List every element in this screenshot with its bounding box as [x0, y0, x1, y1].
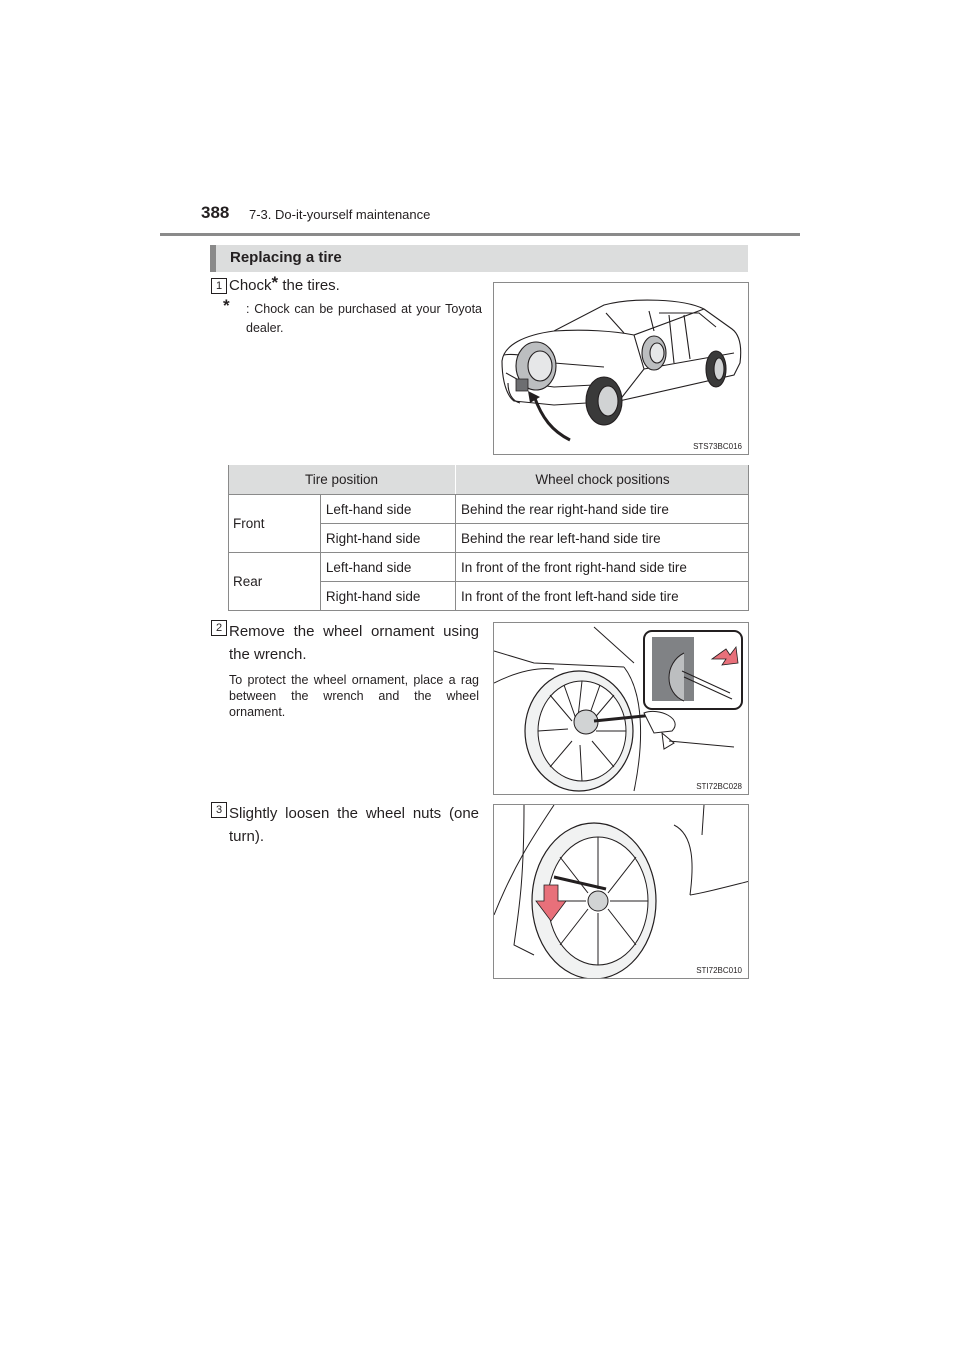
car-wheel-chock-illustration: [493, 282, 749, 455]
asterisk-mark: *: [271, 273, 279, 292]
table-cell-chock: In front of the front right-hand side tire: [456, 553, 750, 582]
table-cell-chock: Behind the rear right-hand side tire: [456, 495, 750, 524]
illustration-code: STI72BC028: [696, 782, 742, 791]
table-cell-side: Left-hand side: [320, 495, 455, 524]
table-header-chock-positions: Wheel chock positions: [456, 465, 750, 495]
wheel-ornament-removal-illustration: [493, 622, 749, 795]
heading-title: Replacing a tire: [230, 249, 342, 266]
car-illustration-svg: [494, 283, 749, 455]
step-number-1: 1: [211, 278, 227, 294]
table-cell-side: Right-hand side: [320, 524, 455, 553]
table-cell-chock: Behind the rear left-hand side tire: [456, 524, 750, 553]
heading-box: [210, 245, 748, 272]
illustration-code: STI72BC010: [696, 966, 742, 975]
table-cell-side: Right-hand side: [320, 582, 455, 611]
table-cell-side: Left-hand side: [320, 553, 455, 582]
step-1-text-before: Chock: [229, 277, 272, 294]
table-cell-position: Front: [228, 495, 320, 553]
header-rule: [160, 233, 800, 236]
page-number: 388: [201, 203, 230, 222]
section-title: 7-3. Do-it-yourself maintenance: [249, 207, 431, 222]
wheel-chock-table: [228, 465, 749, 611]
step-1-text-after: the tires.: [278, 277, 340, 294]
table-header-tire-position: Tire position: [228, 465, 456, 495]
table-header-row: [228, 465, 749, 495]
step-2-text: Remove the wheel ornament using the wrench.: [229, 623, 479, 663]
table-cell-chock: In front of the front left-hand side tire: [456, 582, 750, 611]
table-row: [228, 553, 749, 582]
wheel-ornament-svg: [494, 623, 749, 795]
step-2-note: To protect the wheel ornament, place a rag between the wrench and the wheel ornament.: [229, 673, 479, 719]
illustration-code: STS73BC016: [693, 442, 742, 451]
footnote-asterisk: *: [223, 296, 230, 315]
step-number-3: 3: [211, 802, 227, 818]
step-number-2: 2: [211, 620, 227, 636]
table-cell-position: Rear: [228, 553, 320, 611]
table-row: [228, 495, 749, 524]
step-1-text: [229, 273, 340, 294]
wheel-nuts-svg: [494, 805, 749, 979]
loosen-wheel-nuts-illustration: [493, 804, 749, 979]
footnote-text: : Chock can be purchased at your Toyota dealer.: [246, 302, 482, 335]
step-3-text: Slightly loosen the wheel nuts (one turn).: [229, 805, 479, 845]
